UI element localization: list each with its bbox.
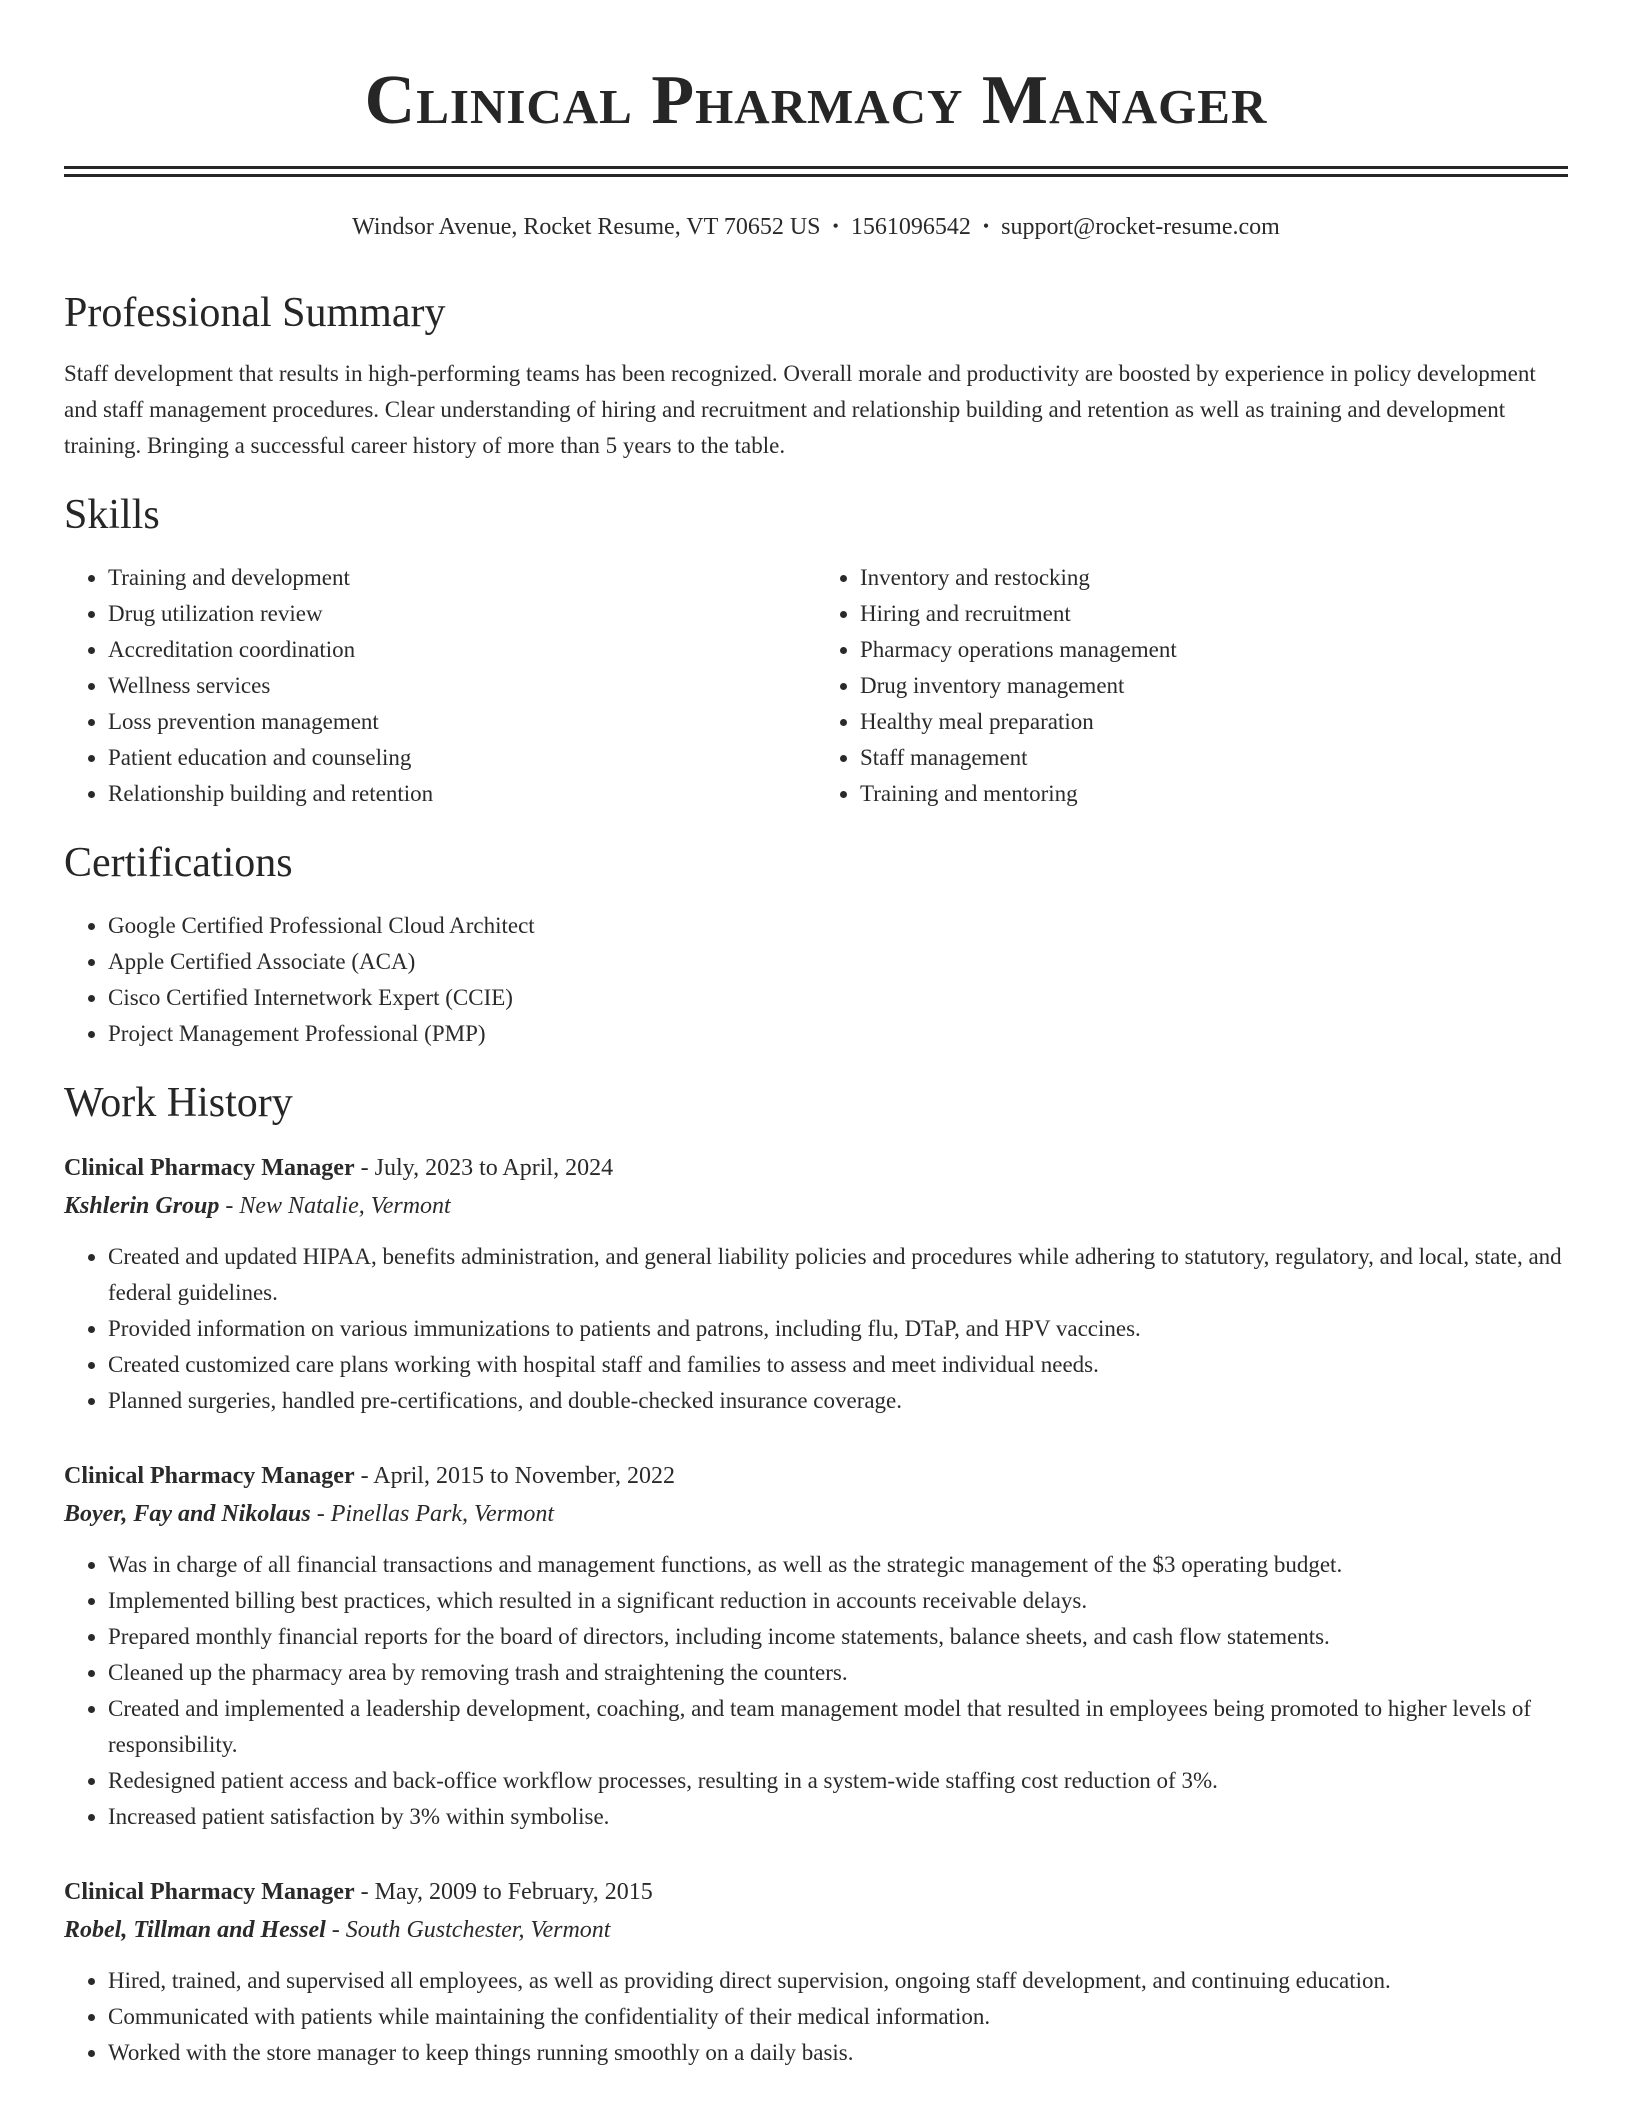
job-entry [64,1873,1568,2071]
job-bullet: • Provided information on various immunizations to patients and patrons, including flu, DTaP, and HPV vaccines. [108,1311,1568,1347]
skill-item: • Drug inventory management [860,668,1568,704]
certification-item: • Apple Certified Associate (ACA) [108,944,1568,980]
skill-item: • Training and development [108,560,816,596]
work-history-heading: Work History [64,1080,293,1127]
job-company-line: Boyer, Fay and Nikolaus - Pinellas Park, Vermont [64,1500,555,1527]
job-company: Boyer, Fay and Nikolaus [64,1500,311,1527]
job-title: Clinical Pharmacy Manager [64,1878,355,1905]
job-bullets [64,1963,1568,2071]
job-title-line: Clinical Pharmacy Manager - July, 2023 to April, 2024 [64,1154,614,1181]
contact-phone: 1561096542 [850,214,971,240]
summary-text: Staff development that results in high-performing teams has been recognized. Overall morale and productivity are boosted by experience in policy development and staff management procedures. Clear understanding of hiring and recruitment and relationship building and retention as well as training and development training. Bringing a successful career history of more than 5 years to the table. [64,360,1536,458]
certifications-list [64,908,1568,1052]
skill-item: • Accreditation coordination [108,632,816,668]
job-bullet: • Hired, trained, and supervised all employees, as well as providing direct supervision, ongoing staff development, and continuing education. [108,1963,1568,1999]
job-company-line: Kshlerin Group - New Natalie, Vermont [64,1192,451,1219]
job-title: Clinical Pharmacy Manager [64,1154,355,1181]
job-bullet: • Redesigned patient access and back-office workflow processes, resulting in a system-wide staffing cost reduction of 3%. [108,1763,1568,1799]
skill-item: • Pharmacy operations management [860,632,1568,668]
certification-item: • Google Certified Professional Cloud Architect [108,908,1568,944]
job-entry [64,1457,1568,1835]
job-dates: April, 2015 to November, 2022 [373,1462,675,1489]
job-company-line: Robel, Tillman and Hessel - South Gustchester, Vermont [64,1916,611,1943]
job-bullet: • Created and implemented a leadership development, coaching, and team management model that resulted in employees being promoted to higher levels of responsibility. [108,1691,1568,1763]
job-company: Robel, Tillman and Hessel [64,1916,326,1943]
title-divider-top [64,166,1568,169]
job-bullet: • Created customized care plans working with hospital staff and families to assess and meet individual needs. [108,1347,1568,1383]
skill-item: • Hiring and recruitment [860,596,1568,632]
skill-item: • Training and mentoring [860,776,1568,812]
resume-title: Clinical Pharmacy Manager [364,62,1268,139]
job-bullets [64,1239,1568,1419]
skill-item: • Drug utilization review [108,596,816,632]
contact-line [64,213,1568,242]
job-bullet: • Was in charge of all financial transactions and management functions, as well as the strategic management of the $3 operating budget. [108,1547,1568,1583]
certifications-heading: Certifications [64,840,293,887]
job-location: Pinellas Park, Vermont [330,1500,555,1527]
title-divider-bottom [64,174,1568,177]
skill-item: • Patient education and counseling [108,740,816,776]
skill-item: • Staff management [860,740,1568,776]
skill-item: • Loss prevention management [108,704,816,740]
job-company: Kshlerin Group [64,1192,220,1219]
job-title-line: Clinical Pharmacy Manager - April, 2015 to November, 2022 [64,1462,675,1489]
job-location: South Gustchester, Vermont [345,1916,611,1943]
job-bullet: • Prepared monthly financial reports for the board of directors, including income statements, balance sheets, and cash flow statements. [108,1619,1568,1655]
job-bullet: • Worked with the store manager to keep things running smoothly on a daily basis. [108,2035,1568,2071]
certification-item: • Project Management Professional (PMP) [108,1016,1568,1052]
job-location: New Natalie, Vermont [239,1192,451,1219]
skill-item: • Inventory and restocking [860,560,1568,596]
contact-separator: • [832,216,839,236]
job-bullet: • Implemented billing best practices, which resulted in a significant reduction in accounts receivable delays. [108,1583,1568,1619]
job-bullets [64,1547,1568,1835]
contact-separator: • [982,216,990,236]
job-title: Clinical Pharmacy Manager [64,1462,355,1489]
job-bullet: • Communicated with patients while maintaining the confidentiality of their medical information. [108,1999,1568,2035]
skills-list-right [816,560,1568,812]
contact-email[interactable]: support@rocket-resume.com [1001,214,1280,240]
skill-item: • Healthy meal preparation [860,704,1568,740]
job-dates: July, 2023 to April, 2024 [374,1154,614,1181]
job-bullet: • Increased patient satisfaction by 3% within symbolise. [108,1799,1568,1835]
job-bullet: • Created and updated HIPAA, benefits administration, and general liability policies and procedures while adhering to statutory, regulatory, and local, state, and federal guidelines. [108,1239,1568,1311]
job-entry [64,1149,1568,1419]
job-bullet: • Cleaned up the pharmacy area by removing trash and straightening the counters. [108,1655,1568,1691]
skills-columns [64,560,1568,812]
job-bullet: • Planned surgeries, handled pre-certifications, and double-checked insurance coverage. [108,1383,1568,1419]
contact-address: Windsor Avenue, Rocket Resume, VT 70652 US [352,214,821,240]
summary-heading: Professional Summary [64,289,446,336]
skill-item: • Relationship building and retention [108,776,816,812]
skill-item: • Wellness services [108,668,816,704]
skills-heading: Skills [64,491,160,538]
skills-list-left [64,560,816,812]
job-dates: May, 2009 to February, 2015 [374,1878,653,1905]
certification-item: • Cisco Certified Internetwork Expert (CCIE) [108,980,1568,1016]
job-title-line: Clinical Pharmacy Manager - May, 2009 to February, 2015 [64,1878,653,1905]
